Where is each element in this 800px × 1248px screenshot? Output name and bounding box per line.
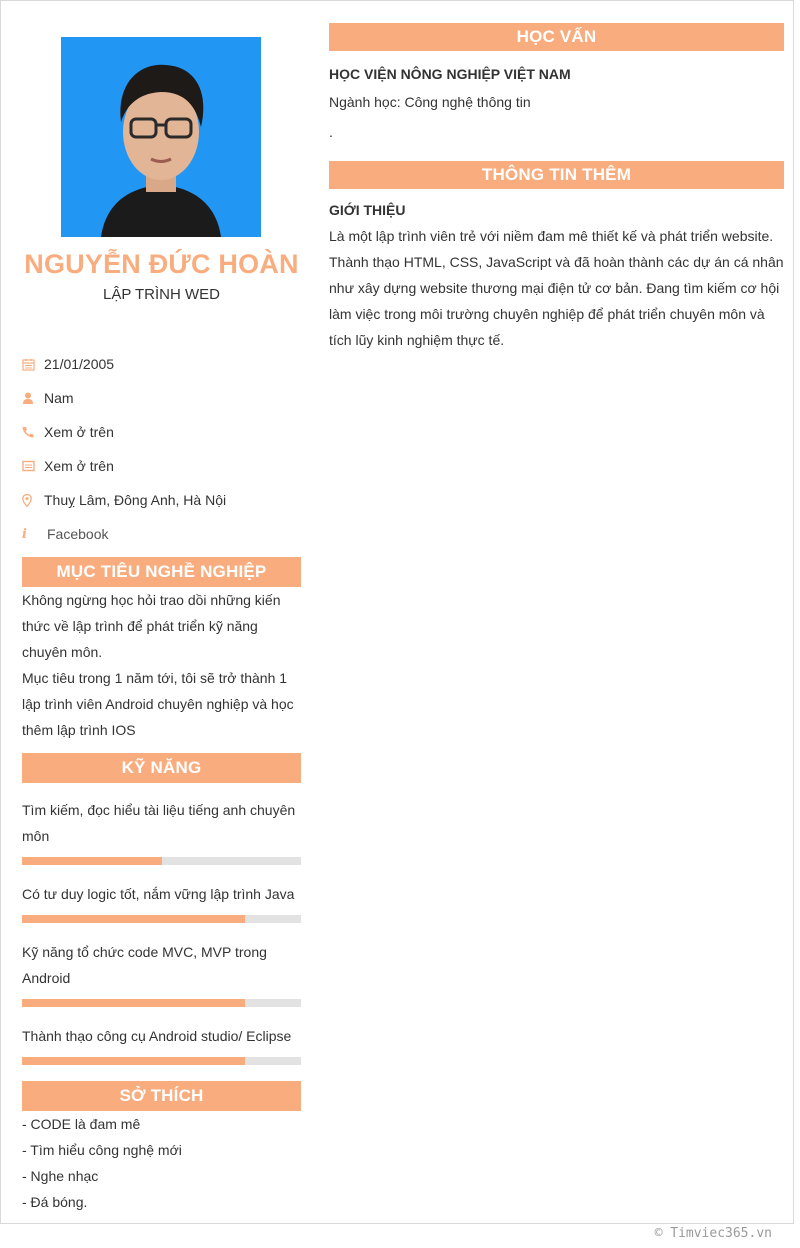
email-text: Xem ở trên xyxy=(44,458,114,474)
phone-text: Xem ở trên xyxy=(44,424,114,440)
address-row xyxy=(22,491,301,525)
person-icon xyxy=(22,389,44,407)
candidate-position: LẬP TRÌNH WED xyxy=(103,286,220,303)
skill-bar-fill xyxy=(22,1057,245,1065)
birthday-text: 21/01/2005 xyxy=(44,356,115,372)
info-icon: i xyxy=(22,526,27,542)
hobbies-header: SỞ THÍCH xyxy=(22,1081,301,1111)
skill-item xyxy=(22,797,301,865)
contact-info xyxy=(22,355,301,559)
birthday-row xyxy=(22,355,301,389)
calendar-icon xyxy=(22,355,44,373)
skills-header: KỸ NĂNG xyxy=(22,753,301,783)
phone-icon xyxy=(22,423,44,441)
email-row xyxy=(22,457,301,491)
education-major: Ngành học: Công nghệ thông tin xyxy=(329,94,531,110)
objective-header: MỤC TIÊU NGHỀ NGHIỆP xyxy=(22,557,301,587)
profile-photo xyxy=(61,37,261,237)
address-text: Thuỵ Lâm, Đông Anh, Hà Nội xyxy=(44,492,227,508)
skill-bar-fill xyxy=(22,857,162,865)
skill-item xyxy=(22,881,301,923)
objective-content xyxy=(22,587,301,743)
objective-line: Không ngừng học hỏi trao dồi những kiến thức về lập trình để phát triển kỹ năng chuyên môn. xyxy=(22,592,281,660)
education-school: HỌC VIỆN NÔNG NGHIỆP VIỆT NAM xyxy=(329,66,571,82)
avatar-illustration xyxy=(61,37,261,237)
candidate-name: NGUYỄN ĐỨC HOÀN xyxy=(24,249,299,279)
objective-line: Mục tiêu trong 1 năm tới, tôi sẽ trở thành 1 lập trình viên Android chuyên nghiệp và học thêm lập trình IOS xyxy=(22,670,294,738)
hobby-item: - Tìm hiểu công nghệ mới xyxy=(22,1142,182,1158)
mail-icon xyxy=(22,457,44,475)
skill-item xyxy=(22,1023,301,1065)
facebook-link[interactable]: Facebook xyxy=(47,526,109,542)
skills-list xyxy=(22,797,301,1065)
education-note: . xyxy=(329,124,333,140)
hobby-item: - Nghe nhạc xyxy=(22,1168,99,1184)
hobbies-content xyxy=(22,1111,301,1215)
gender-row xyxy=(22,389,301,423)
skill-name: Kỹ năng tổ chức code MVC, MVP trong Android xyxy=(22,944,267,986)
skill-bar xyxy=(22,999,301,1007)
education-header: HỌC VẤN xyxy=(329,23,784,51)
skill-bar xyxy=(22,857,301,865)
left-column xyxy=(22,37,301,1215)
skill-bar xyxy=(22,915,301,923)
skill-item xyxy=(22,939,301,1007)
skill-bar-fill xyxy=(22,999,245,1007)
phone-row xyxy=(22,423,301,457)
additional-info-header: THÔNG TIN THÊM xyxy=(329,161,784,189)
gender-text: Nam xyxy=(44,390,74,406)
skill-name: Tìm kiếm, đọc hiểu tài liệu tiếng anh chuyên môn xyxy=(22,802,296,844)
social-row xyxy=(22,525,301,559)
intro-title: GIỚI THIỆU xyxy=(329,202,406,218)
right-column xyxy=(329,23,784,353)
skill-name: Có tư duy logic tốt, nắm vững lập trình Java xyxy=(22,886,295,902)
skill-bar-fill xyxy=(22,915,245,923)
skill-name: Thành thạo công cụ Android studio/ Eclipse xyxy=(22,1028,292,1044)
hobby-item: - Đá bóng. xyxy=(22,1194,88,1210)
skill-bar xyxy=(22,1057,301,1065)
hobby-item: - CODE là đam mê xyxy=(22,1116,141,1132)
footer-watermark: © Timviec365.vn xyxy=(654,1226,772,1241)
intro-text: Là một lập trình viên trẻ với niềm đam mê thiết kế và phát triển website. Thành thạo HTML, CSS, JavaScript và đã hoàn thành các dự án cá nhân như xây dựng website thương mại điện tử cơ bản. Đang tìm kiếm cơ hội làm việc trong môi trường chuyên nghiệp để phát triển chuyên môn và tích lũy kinh nghiệm thực tế. xyxy=(329,228,784,348)
location-icon xyxy=(22,491,44,509)
